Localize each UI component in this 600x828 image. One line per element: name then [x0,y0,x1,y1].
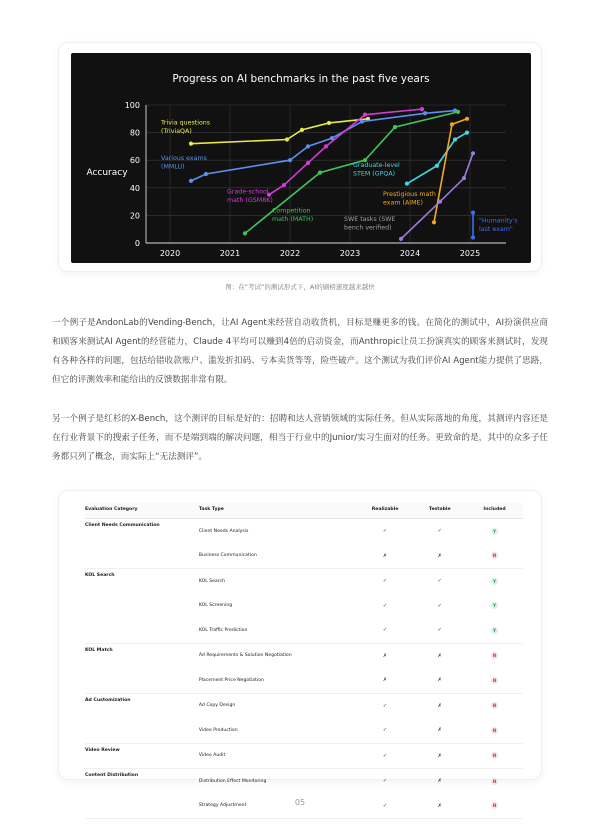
cell-included-value: Y [492,528,497,534]
cell-testable-value: ✗ [437,752,442,759]
cell-task-type: Video Audit [199,743,357,769]
header-evaluation-category: Evaluation Category [85,503,199,519]
cell-task-type: Business Communication [199,544,357,569]
data-point [306,161,310,165]
cell-included [466,643,523,668]
cell-included-value: N [492,653,497,659]
table-row [85,519,523,544]
page-number: 05 [294,798,306,807]
cell-category [85,618,199,643]
cell-testable-value: ✗ [437,727,442,734]
series-label: last exam" [479,225,513,233]
cell-included [466,519,523,544]
cell-task-type: Client Needs Analysis [198,528,249,534]
cell-included [466,718,523,743]
header-testable: Testable [413,503,466,519]
series-label: Various exams [161,155,207,163]
benchmark-chart [71,53,531,263]
series-label: SWE tasks (SWE [344,215,396,223]
series-label: Prestigious math [383,191,436,199]
cell-testable [413,643,466,668]
cell-testable [413,569,466,594]
cell-realizable-value: ✗ [382,677,388,684]
cell-realizable [357,569,414,594]
cell-category: Video Review [85,743,199,769]
paragraph-x-bench: 另一个例子是红杉的X-Bench，这个测评的目标是好的：招聘和达人营销领域的实际任务。但从实际落地的角度，其测评内容还是在行业背景下的搜索子任务，而不是端到端的解决问题，相当于行业中的Junior/实习生面对的任务。更致命的是，其中的众多子任务都只列了概念，而实际上“无法测评”。 [52,414,548,462]
cell-testable-value: ✗ [437,677,442,684]
cell-task-type: Video Production [199,718,357,743]
table-row [85,693,523,718]
series-label: exam (AIME) [383,199,423,207]
x-tick-label: 2021 [219,249,241,258]
cell-realizable [357,544,414,569]
data-point [420,107,424,111]
cell-included-value: Y [492,578,497,584]
cell-testable-value: ✗ [437,702,442,709]
data-point [465,131,469,135]
cell-task-type: Placement Price Negotiation [199,668,357,693]
cell-testable [413,519,466,544]
table-row [85,769,523,794]
cell-testable-value: ✓ [437,578,442,585]
cell-included [466,693,523,718]
cell-category: Content Distribution [85,773,139,778]
data-point [204,172,208,176]
cell-task-type: KOL Screening [198,603,233,609]
cell-realizable [357,594,414,619]
cell-realizable-value: ✓ [382,802,388,809]
cell-category [85,718,199,743]
series-label: "Humanity's [479,217,518,225]
cell-included-value: N [492,753,497,759]
table-body [85,519,523,819]
data-point [423,111,427,115]
series-label: Graduate-level [353,162,400,170]
cell-task-type: Strategy Adjustment [199,794,357,819]
cell-testable-value: ✓ [437,627,442,634]
cell-category [85,544,199,569]
cell-task-type: Ad Copy Design [198,703,236,709]
cell-testable [413,594,466,619]
cell-included-value: N [492,803,497,809]
table-row [85,718,523,743]
cell-included [466,544,523,569]
data-point [438,200,442,204]
cell-realizable-value: ✓ [382,627,388,634]
table-row [85,618,523,643]
cell-testable-value: ✗ [437,778,442,785]
y-tick-label: 100 [124,101,140,110]
cell-realizable-value: ✓ [382,578,388,585]
data-point [471,211,475,215]
cell-testable [413,618,466,643]
data-point [243,231,247,235]
cell-category [85,668,199,693]
data-point [189,142,193,146]
cell-realizable-value: ✓ [382,602,388,609]
data-point [453,137,457,141]
cell-category: KOL Search [85,573,115,578]
data-point [471,151,475,155]
series-label: Trivia questions [161,119,211,127]
header-task-type: Task Type [199,503,357,519]
x-tick-label: 2023 [339,249,361,258]
cell-realizable [357,668,414,693]
data-point [327,121,331,125]
series-label: math (GSM8K) [227,196,273,204]
y-tick-label: 0 [134,239,140,248]
cell-realizable-value: ✓ [382,727,388,734]
series-label: math (MATH) [272,216,314,224]
cell-included [466,668,523,693]
data-point [399,237,403,241]
data-point [471,235,475,239]
cell-realizable [357,519,414,544]
cell-testable [413,544,466,569]
table-row [85,569,523,594]
table-row [85,743,523,769]
cell-realizable [357,718,414,743]
data-point [435,164,439,168]
cell-included-value: N [492,778,497,784]
cell-testable-value: ✗ [437,802,442,809]
data-point [282,183,286,187]
data-point [306,144,310,148]
cell-included-value: N [492,553,497,559]
cell-included-value: Y [492,627,497,633]
cell-realizable-value: ✓ [382,702,388,709]
cell-included-value: Y [492,603,497,609]
data-point [456,110,460,114]
y-tick-label: 20 [129,211,140,221]
chart-card [58,42,542,272]
cell-realizable [357,769,414,794]
cell-testable-value: ✗ [437,652,442,659]
cell-included-value: N [492,677,497,683]
table-row [85,668,523,693]
chart-ylabel: Accuracy [86,168,128,178]
cell-testable [413,718,466,743]
cell-realizable [357,618,414,643]
x-tick-label: 2024 [399,249,421,258]
cell-testable [413,668,466,693]
cell-included [466,594,523,619]
cell-testable-value: ✓ [437,602,442,609]
data-point [288,158,292,162]
cell-included [466,569,523,594]
cell-included-value: N [492,703,497,709]
data-point [324,144,328,148]
cell-testable-value: ✗ [437,552,442,559]
cell-testable-value: ✓ [437,528,442,535]
cell-realizable-value: ✓ [382,528,388,535]
data-point [189,179,193,183]
y-tick-label: 80 [129,128,140,138]
series-label: (MMLU) [161,163,185,171]
cell-included-value: N [492,727,497,733]
table-row [85,643,523,668]
series-label: STEM (GPQA) [353,170,396,178]
chart-caption: 图：在“考试”的测试形式下，AI的刷榜速度越来越快 [225,283,375,291]
cell-included [466,743,523,769]
x-tick-label: 2025 [459,249,481,258]
header-realizable: Realizable [357,503,414,519]
y-tick-label: 60 [129,156,140,166]
data-point [450,122,454,126]
cell-included [466,769,523,794]
header-included: Included [466,503,523,519]
paragraph-vending-bench: 一个例子是AndonLab的Vending-Bench，让AI Agent来经营自动收货机，目标是赚更多的钱。在简化的测试中，AI扮演供应商和顾客来测试AI Agent的经营能力，Claude 4平均可以赚到4倍的启动资金，而Anthropic让员工扮演真实的顾客来测试时，发现有各种各样的问题，包括给错收款账户、滥发折扣码、亏本卖货等等，险些破产。这个测试为我们评价AI Agent能力提供了思路，但它的评测效率和能给出的反馈数据非常有限。 [52,318,548,385]
series-label: bench verified) [344,224,392,232]
table-row [85,544,523,569]
data-point [363,113,367,117]
cell-testable [413,693,466,718]
data-point [393,125,397,129]
cell-category: KOL Match [85,647,113,653]
data-point [300,128,304,132]
data-point [318,171,322,175]
chart-title: Progress on AI benchmarks in the past five years [172,73,430,85]
y-tick-label: 40 [129,183,140,193]
cell-task-type: Distribution Effect Monitoring [198,778,267,784]
cell-task-type: Ad Requirements & Solution Negotiation [198,653,292,659]
x-tick-label: 2022 [279,249,301,258]
x-tick-label: 2020 [159,249,181,258]
cell-testable [413,743,466,769]
cell-task-type: KOL Search [198,578,226,584]
data-point [465,117,469,121]
cell-category: Ad Customization [85,697,131,703]
evaluation-table [85,503,523,819]
cell-category: Client Needs Communication [85,523,160,528]
data-point [462,176,466,180]
series-label: (TriviaQA) [161,127,192,135]
series-label: Competition [272,207,311,215]
series-label: Grade-school [227,188,269,196]
cell-realizable [357,643,414,668]
cell-realizable-value: ✗ [382,652,388,659]
cell-realizable-value: ✗ [382,552,388,559]
cell-realizable-value: ✓ [382,752,388,759]
data-point [405,182,409,186]
data-point [432,220,436,224]
cell-realizable [357,693,414,718]
data-point [285,137,289,141]
cell-included [466,618,523,643]
cell-testable [413,769,466,794]
table-row [85,594,523,619]
cell-realizable [357,743,414,769]
table-header-row [85,503,523,519]
data-point [360,119,364,123]
cell-task-type: KOL Traffic Prediction [199,618,357,643]
cell-category [85,594,199,619]
cell-realizable-value: ✓ [382,778,388,785]
